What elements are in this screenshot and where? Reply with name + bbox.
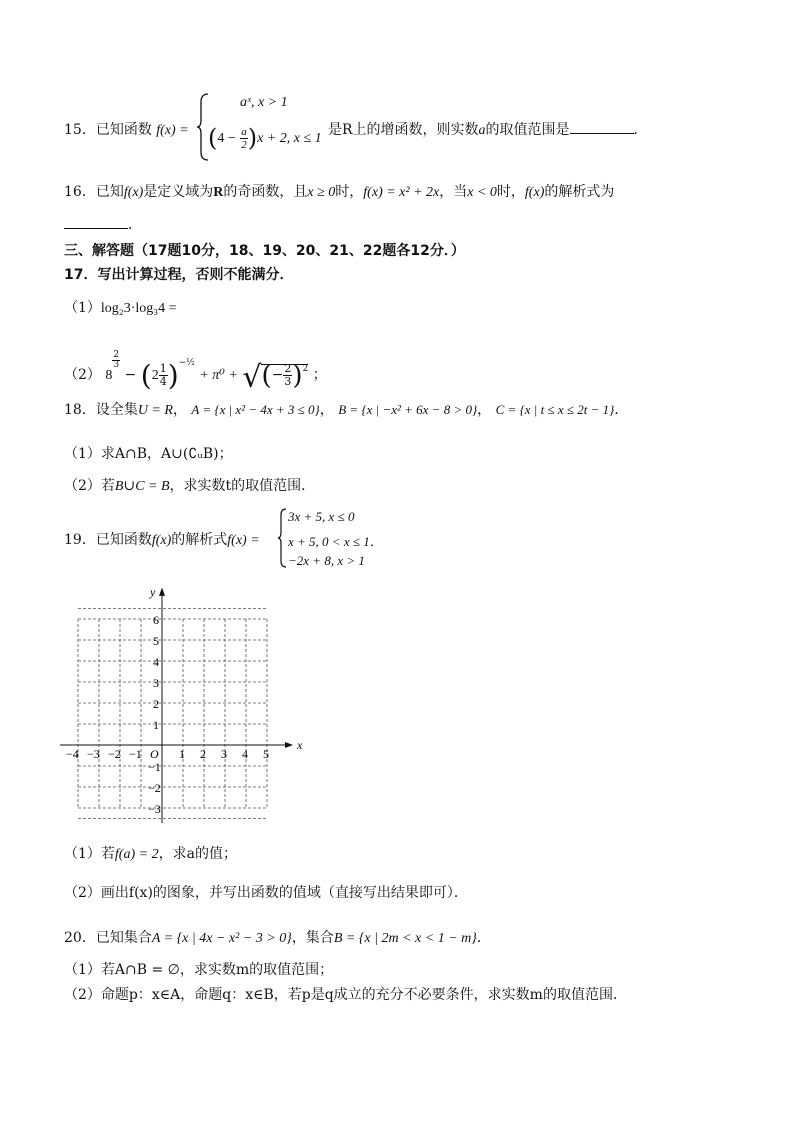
x-tick-label: 3 [221, 747, 227, 761]
grid-lines [78, 609, 267, 819]
x-tick-label: −2 [108, 747, 121, 761]
q17-part2: （2） 8 $\frac{2}{3}$ − (2 $\frac{1}{4}$ )$^{-\frac{1}{2}}$ + π⁰ + √(− $\frac{2}{3}$ )$^2$ ； [64, 350, 327, 395]
axes [60, 588, 293, 823]
y-tick-label: −1 [148, 760, 161, 774]
q19-case3: −2x + 8, x > 1 [288, 553, 365, 568]
q17-part1: （1）log₂3·log₃4 = [64, 300, 177, 316]
q15-prefix: 已知函数 [95, 122, 152, 138]
q17-head: 17．写出计算过程，否则不能满分． [64, 267, 294, 283]
q15-case1: aˣ, x > 1 [240, 95, 288, 110]
x-axis-label: x [297, 738, 303, 752]
y-tick-label: 5 [153, 634, 159, 648]
x-tick-label: −1 [129, 747, 142, 761]
q19-part2: （2）画出f(x)的图象，并写出函数的值域（直接写出结果即可）． [64, 885, 468, 901]
q15-case2: (4 − $\frac{a}{2}$ )x + 2, x ≤ 1 [208, 124, 322, 152]
x-tick-label: 5 [263, 747, 269, 761]
q19-coordinate-grid [60, 588, 310, 823]
section-3-title: 三、解答题（17题10分，18、19、20、21、22题各12分．） [64, 243, 465, 259]
q20-head: 20．已知集合A = {x | 4x − x² − 3 > 0}，集合B = {x | 2m < x < 1 − m}． [64, 930, 491, 946]
q16-answer-blank: ． [64, 216, 142, 234]
q19-brace [277, 507, 287, 569]
y-tick-label: 6 [153, 613, 159, 627]
y-tick-label: 1 [153, 718, 159, 732]
q19-case2: x + 5, 0 < x ≤ 1． [288, 534, 383, 549]
q18-part2: （2）若B∪C = B，求实数t的取值范围． [64, 478, 316, 494]
q16-line: 16．已知f(x)是定义域为R的奇函数，且x ≥ 0时，f(x) = x² + 2x，当x < 0时，f(x)的解析式为 [64, 184, 615, 200]
x-tick-label: 1 [179, 747, 185, 761]
q15-number: 15． [64, 122, 96, 138]
q19-case1: 3x + 5, x ≤ 0 [288, 509, 355, 524]
y-tick-label: 3 [153, 676, 159, 690]
y-axis-arrow [159, 588, 165, 596]
q19-part1: （1）若f(a) = 2，求a的值； [64, 846, 237, 862]
x-tick-label: 2 [200, 747, 206, 761]
q15-post: 是R上的增函数，则实数a的取值范围是 ． [328, 122, 648, 138]
y-tick-label: −3 [148, 802, 161, 816]
q18-part1: （1）求A∩B，A∪(∁ᵤB)； [64, 446, 233, 462]
y-axis-label: y [150, 588, 156, 599]
x-tick-label: −3 [87, 747, 100, 761]
q15-line [64, 121, 189, 140]
tick-labels [66, 588, 303, 816]
y-tick-label: −2 [148, 781, 161, 795]
x-axis-arrow [285, 742, 293, 748]
q19-head: 19．已知函数f(x)的解析式f(x) = [64, 532, 260, 548]
q18-head: 18．设全集U = R， A = {x | x² − 4x + 3 ≤ 0}， B = {x | −x² + 6x − 8 > 0}， C = {x | t ≤ x ≤ 2t − 1}． [64, 402, 629, 418]
origin-label: O [150, 747, 159, 761]
x-tick-label: 4 [242, 747, 248, 761]
q20-part2: （2）命题p：x∈A，命题q：x∈B，若p是q成立的充分不必要条件，求实数m的取值范围． [64, 987, 627, 1003]
y-tick-label: 2 [153, 697, 159, 711]
y-tick-label: 4 [153, 655, 159, 669]
q15-fx: f(x) = [156, 123, 189, 138]
q20-part1: （1）若A∩B = ∅，求实数m的取值范围； [64, 962, 334, 978]
x-tick-label: −4 [66, 747, 79, 761]
